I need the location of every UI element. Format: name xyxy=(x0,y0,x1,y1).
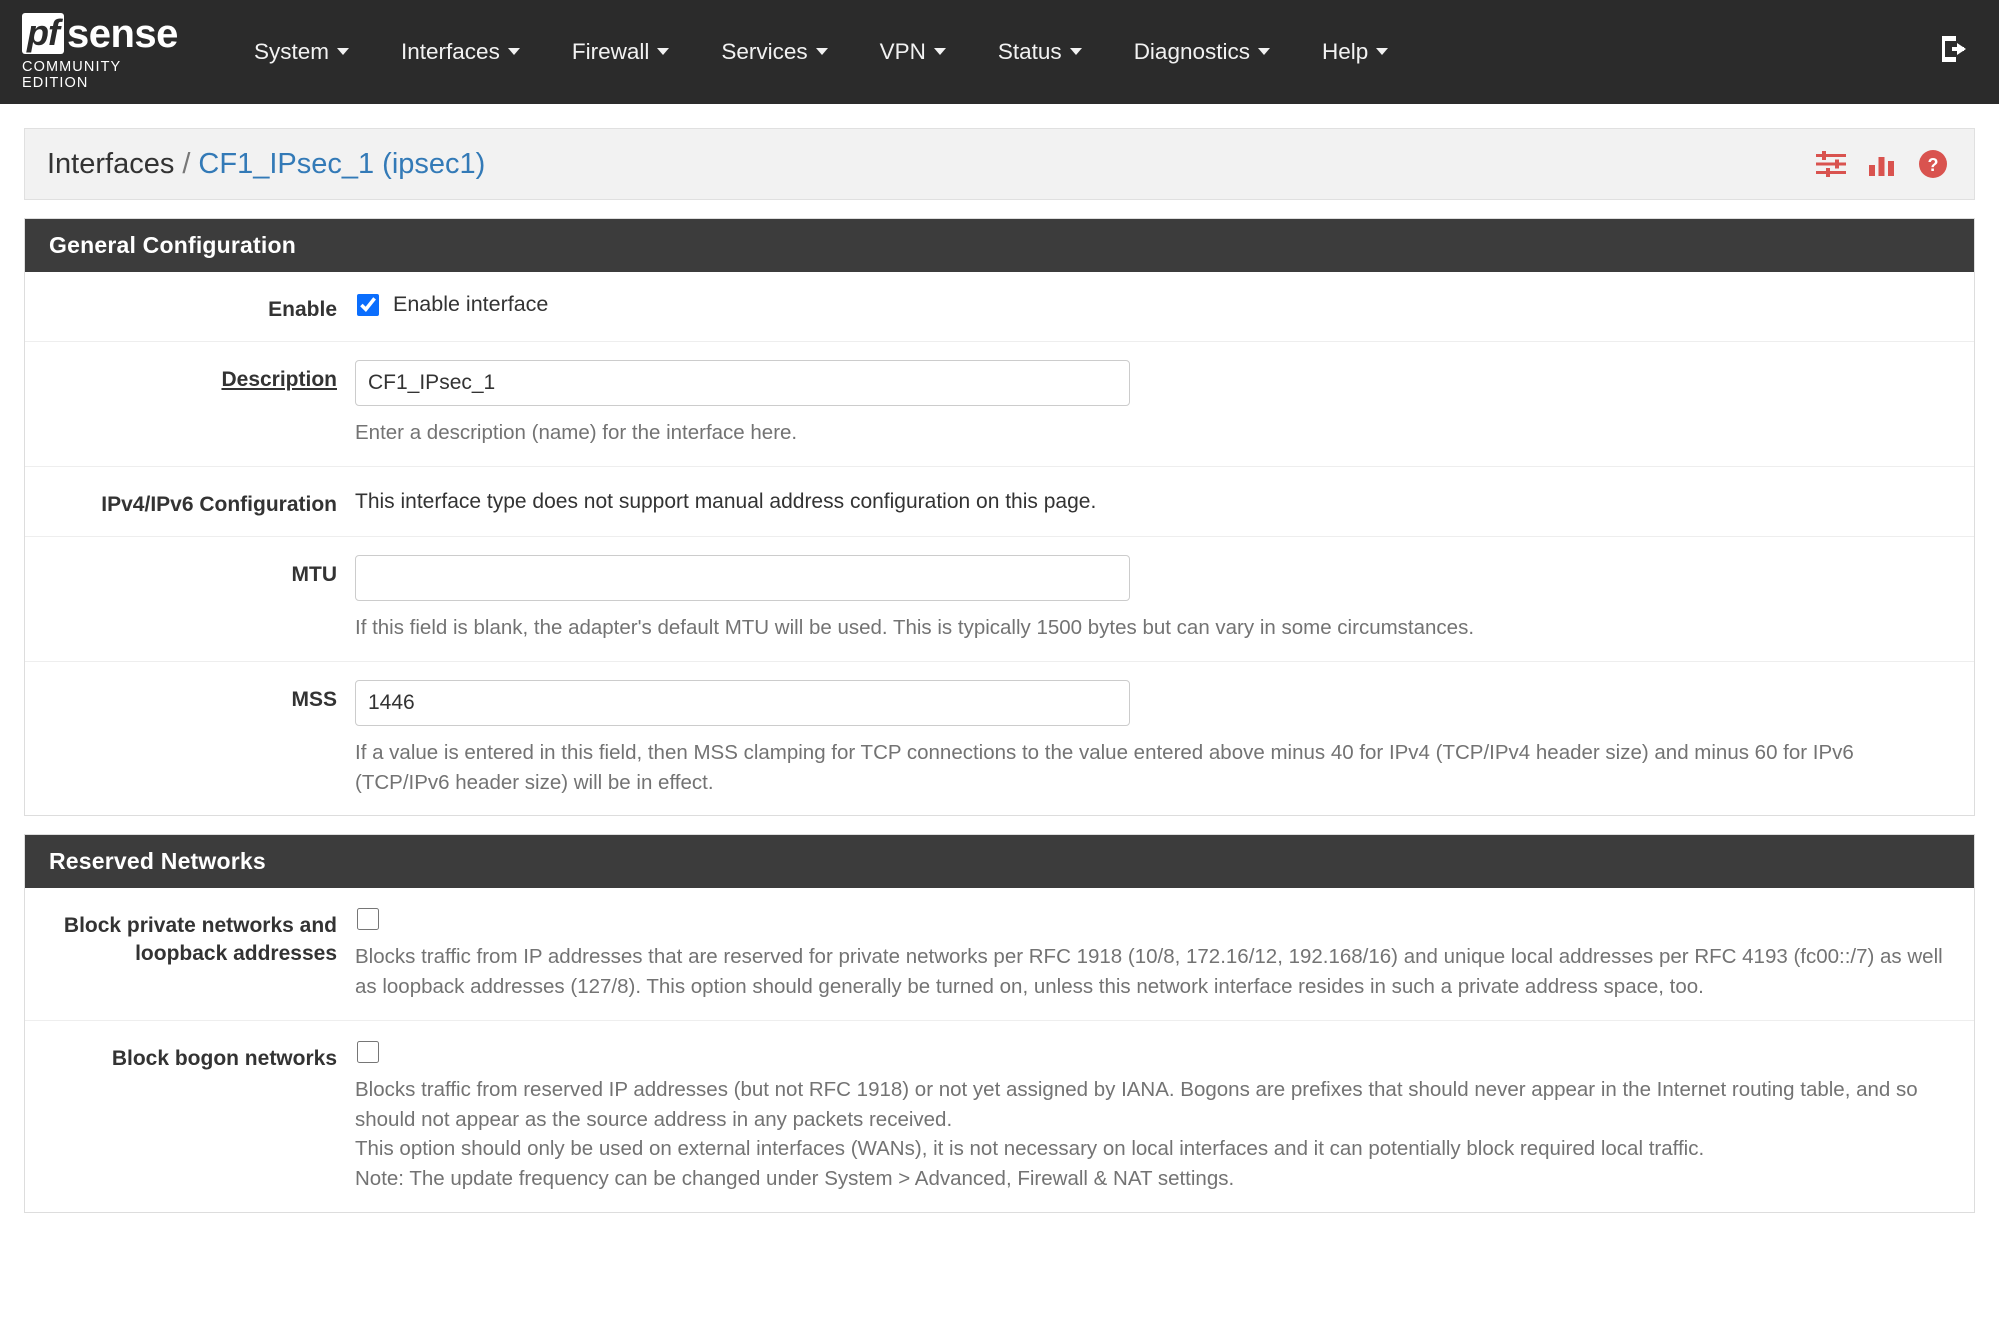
enable-interface-label: Enable interface xyxy=(393,292,549,316)
chevron-down-icon xyxy=(1070,48,1082,55)
nav-label-interfaces: Interfaces xyxy=(401,39,500,64)
panel-title-reserved: Reserved Networks xyxy=(25,835,1974,888)
breadcrumb-root: Interfaces xyxy=(47,147,175,180)
form-row-block-private xyxy=(25,888,1974,1020)
nav-item-status[interactable] xyxy=(972,27,1108,77)
label-description[interactable]: Description xyxy=(221,368,337,392)
nav-item-help[interactable] xyxy=(1296,27,1414,77)
breadcrumb-separator: / xyxy=(182,147,191,180)
enable-interface-checkbox[interactable] xyxy=(357,294,379,316)
label-ip-configuration: IPv4/IPv6 Configuration xyxy=(101,493,337,517)
brand-edition: COMMUNITY EDITION xyxy=(22,59,122,91)
help-block-private: Blocks traffic from IP addresses that are reserved for private networks per RFC 1918 (10/8, 172.16/12, 192.168/16) and unique local addresses per RFC 4193 (fc00::/7) as well as loopback addresses (127/8). This option should generally be turned on, unless this network interface resides in such a private address space, too. xyxy=(355,945,1943,999)
field-mtu xyxy=(355,555,1974,643)
chevron-down-icon xyxy=(508,48,520,55)
panel-title-general: General Configuration xyxy=(25,219,1974,272)
field-block-bogon xyxy=(355,1039,1974,1194)
panel-general-configuration xyxy=(24,218,1975,816)
page-header-actions xyxy=(1816,149,1948,179)
chevron-down-icon xyxy=(816,48,828,55)
form-row-description xyxy=(25,342,1974,467)
field-description xyxy=(355,360,1974,448)
help-description: Enter a description (name) for the interface here. xyxy=(355,421,798,445)
block-bogon-networks-checkbox[interactable] xyxy=(357,1041,379,1063)
logout-icon[interactable] xyxy=(1939,34,1973,70)
brand-sense: sense xyxy=(66,11,178,56)
nav-label-status: Status xyxy=(997,39,1062,64)
brand-logo-text xyxy=(22,13,190,54)
nav-item-firewall[interactable] xyxy=(546,27,696,77)
nav-label-system: System xyxy=(254,39,330,64)
breadcrumb-current[interactable]: CF1_IPsec_1 (ipsec1) xyxy=(198,147,486,180)
panel-reserved-networks xyxy=(24,834,1975,1212)
nav-item-vpn[interactable] xyxy=(854,27,972,77)
form-row-mss xyxy=(25,662,1974,815)
nav-label-help: Help xyxy=(1322,39,1369,64)
help-circle-icon[interactable] xyxy=(1918,149,1948,179)
chevron-down-icon xyxy=(934,48,946,55)
nav-label-vpn: VPN xyxy=(879,39,926,64)
help-mtu: If this field is blank, the adapter's default MTU will be used. This is typically 1500 bytes but can vary in some circumstances. xyxy=(355,616,1475,640)
chevron-down-icon xyxy=(1258,48,1270,55)
nav-item-diagnostics[interactable] xyxy=(1108,27,1296,77)
nav-label-diagnostics: Diagnostics xyxy=(1133,39,1250,64)
field-enable xyxy=(355,290,1974,323)
description-input[interactable] xyxy=(355,360,1130,406)
label-block-private: Block private networks and loopback addresses xyxy=(63,914,337,965)
nav-item-system[interactable] xyxy=(228,27,375,77)
text-ip-configuration: This interface type does not support manual address configuration on this page. xyxy=(355,490,1097,514)
form-row-ip-configuration xyxy=(25,467,1974,537)
nav-item-services[interactable] xyxy=(695,27,853,77)
chevron-down-icon xyxy=(1376,48,1388,55)
label-block-bogon: Block bogon networks xyxy=(111,1046,337,1070)
form-row-block-bogon xyxy=(25,1021,1974,1212)
sliders-icon[interactable] xyxy=(1816,151,1846,177)
svg-text:?: ? xyxy=(1927,155,1939,175)
help-block-bogon-3: Note: The update frequency can be changed under System > Advanced, Firewall & NAT settings. xyxy=(355,1167,1235,1191)
main-menu xyxy=(228,27,1414,77)
field-mss xyxy=(355,680,1974,797)
form-row-enable xyxy=(25,272,1974,342)
label-enable: Enable xyxy=(268,298,337,321)
chart-bar-icon[interactable] xyxy=(1868,151,1896,177)
nav-label-firewall: Firewall xyxy=(571,39,650,64)
field-block-private xyxy=(355,906,1974,1001)
brand-pf: pf xyxy=(22,13,64,54)
mtu-input[interactable] xyxy=(355,555,1130,601)
pfsense-logo[interactable] xyxy=(22,13,190,91)
help-block-bogon-2: This option should only be used on external interfaces (WANs), it is not necessary on local interfaces and it can potentially block required local traffic. xyxy=(355,1137,1705,1161)
chevron-down-icon xyxy=(657,48,669,55)
block-private-networks-checkbox[interactable] xyxy=(357,908,379,930)
top-navbar xyxy=(0,0,1999,104)
chevron-down-icon xyxy=(337,48,349,55)
help-mss: If a value is entered in this field, then MSS clamping for TCP connections to the value entered above minus 40 for IPv4 (TCP/IPv4 header size) and minus 60 for IPv6 (TCP/IPv6 header size) will be in effect. xyxy=(355,741,1854,794)
nav-label-services: Services xyxy=(721,39,808,64)
field-ip-configuration xyxy=(355,485,1974,518)
nav-item-interfaces[interactable] xyxy=(375,27,546,77)
help-block-bogon-1: Blocks traffic from reserved IP addresses (but not RFC 1918) or not yet assigned by IANA. Bogons are prefixes that should never appear in the Internet routing table, and so should not appear as the source address in any packets received. xyxy=(355,1077,1918,1131)
breadcrumb xyxy=(24,128,1975,200)
label-mtu: MTU xyxy=(291,563,337,587)
mss-input[interactable] xyxy=(355,680,1130,726)
form-row-mtu xyxy=(25,537,1974,662)
label-mss: MSS xyxy=(291,688,337,712)
